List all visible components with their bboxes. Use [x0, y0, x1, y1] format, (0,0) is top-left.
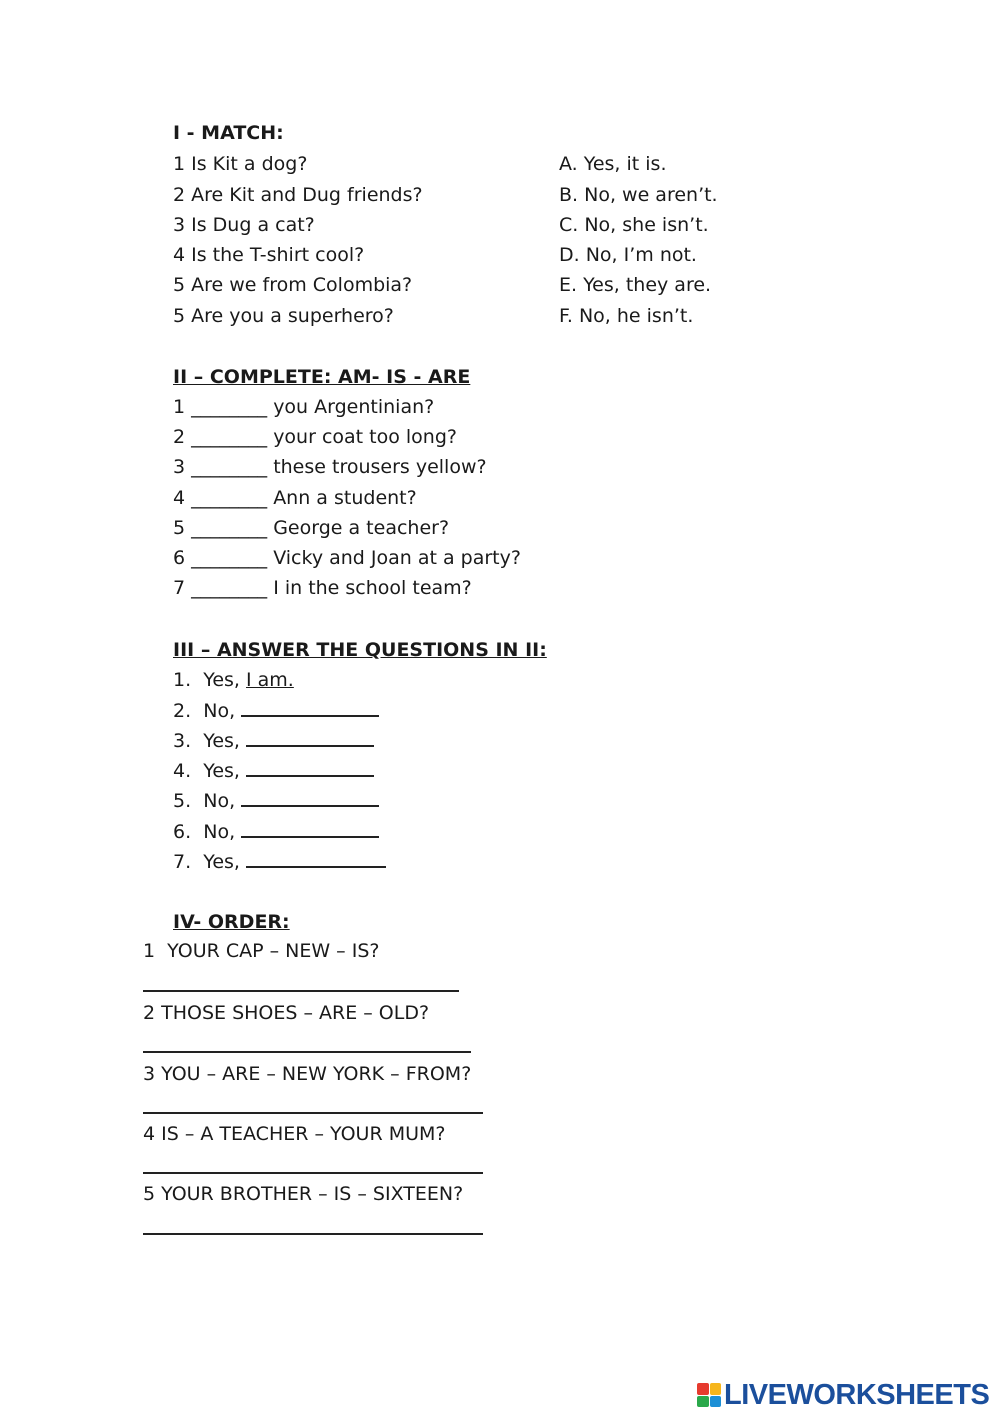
match-answer-c: C. No, she isn’t. [559, 214, 709, 236]
section-1-title: I - MATCH: [173, 122, 284, 144]
answer-blank[interactable]: ________ [191, 517, 268, 539]
section-4-title: IV- ORDER: [173, 911, 290, 933]
logo-squares-icon [697, 1383, 721, 1407]
answer-item-1: 1. Yes, I am. [173, 669, 294, 691]
order-answer-line-2[interactable] [143, 1051, 471, 1053]
answer-blank[interactable] [246, 727, 374, 747]
section-2-title: II – COMPLETE: AM- IS - ARE [173, 366, 471, 388]
answer-item-5: 5. No, [173, 787, 379, 814]
order-answer-line-3[interactable] [143, 1112, 483, 1114]
answer-item-2: 2. No, [173, 697, 379, 724]
complete-item-2: 2 ________ your coat too long? [173, 426, 457, 448]
order-item-1: 1 YOUR CAP – NEW – IS? [143, 940, 380, 962]
answer-blank[interactable] [246, 757, 374, 777]
complete-item-4: 4 ________ Ann a student? [173, 487, 417, 509]
match-answer-a: A. Yes, it is. [559, 153, 667, 175]
answer-blank[interactable]: ________ [191, 547, 268, 569]
answer-item-7: 7. Yes, [173, 848, 386, 875]
order-answer-line-4[interactable] [143, 1172, 483, 1174]
answer-blank[interactable]: ________ [191, 426, 268, 448]
example-answer: I am. [246, 669, 294, 691]
answer-blank[interactable] [246, 848, 386, 868]
answer-blank[interactable] [241, 818, 379, 838]
answer-blank[interactable]: ________ [191, 577, 268, 599]
complete-item-6: 6 ________ Vicky and Joan at a party? [173, 547, 521, 569]
complete-item-7: 7 ________ I in the school team? [173, 577, 472, 599]
order-item-3: 3 YOU – ARE – NEW YORK – FROM? [143, 1063, 472, 1085]
order-item-4: 4 IS – A TEACHER – YOUR MUM? [143, 1123, 446, 1145]
answer-item-3: 3. Yes, [173, 727, 374, 754]
order-answer-line-5[interactable] [143, 1233, 483, 1235]
complete-item-3: 3 ________ these trousers yellow? [173, 456, 487, 478]
answer-item-6: 6. No, [173, 818, 379, 845]
match-answer-f: F. No, he isn’t. [559, 305, 694, 327]
liveworksheets-logo [697, 1380, 989, 1410]
logo-text: LIVEWORKSHEETS [724, 1378, 990, 1411]
match-question-1: 1 Is Kit a dog? [173, 153, 308, 175]
match-question-3: 3 Is Dug a cat? [173, 214, 315, 236]
section-3-title: III – ANSWER THE QUESTIONS IN II: [173, 639, 547, 661]
complete-item-1: 1 ________ you Argentinian? [173, 396, 435, 418]
match-answer-b: B. No, we aren’t. [559, 184, 718, 206]
match-question-5: 5 Are we from Colombia? [173, 274, 413, 296]
answer-blank[interactable]: ________ [191, 487, 268, 509]
match-answer-e: E. Yes, they are. [559, 274, 712, 296]
answer-blank[interactable] [241, 697, 379, 717]
answer-blank[interactable]: ________ [191, 396, 268, 418]
order-item-2: 2 THOSE SHOES – ARE – OLD? [143, 1002, 430, 1024]
match-question-2: 2 Are Kit and Dug friends? [173, 184, 423, 206]
answer-item-4: 4. Yes, [173, 757, 374, 784]
match-question-6: 5 Are you a superhero? [173, 305, 394, 327]
answer-blank[interactable] [241, 787, 379, 807]
match-answer-d: D. No, I’m not. [559, 244, 697, 266]
order-answer-line-1[interactable] [143, 990, 459, 992]
order-item-5: 5 YOUR BROTHER – IS – SIXTEEN? [143, 1183, 464, 1205]
match-question-4: 4 Is the T-shirt cool? [173, 244, 365, 266]
answer-blank[interactable]: ________ [191, 456, 268, 478]
complete-item-5: 5 ________ George a teacher? [173, 517, 450, 539]
